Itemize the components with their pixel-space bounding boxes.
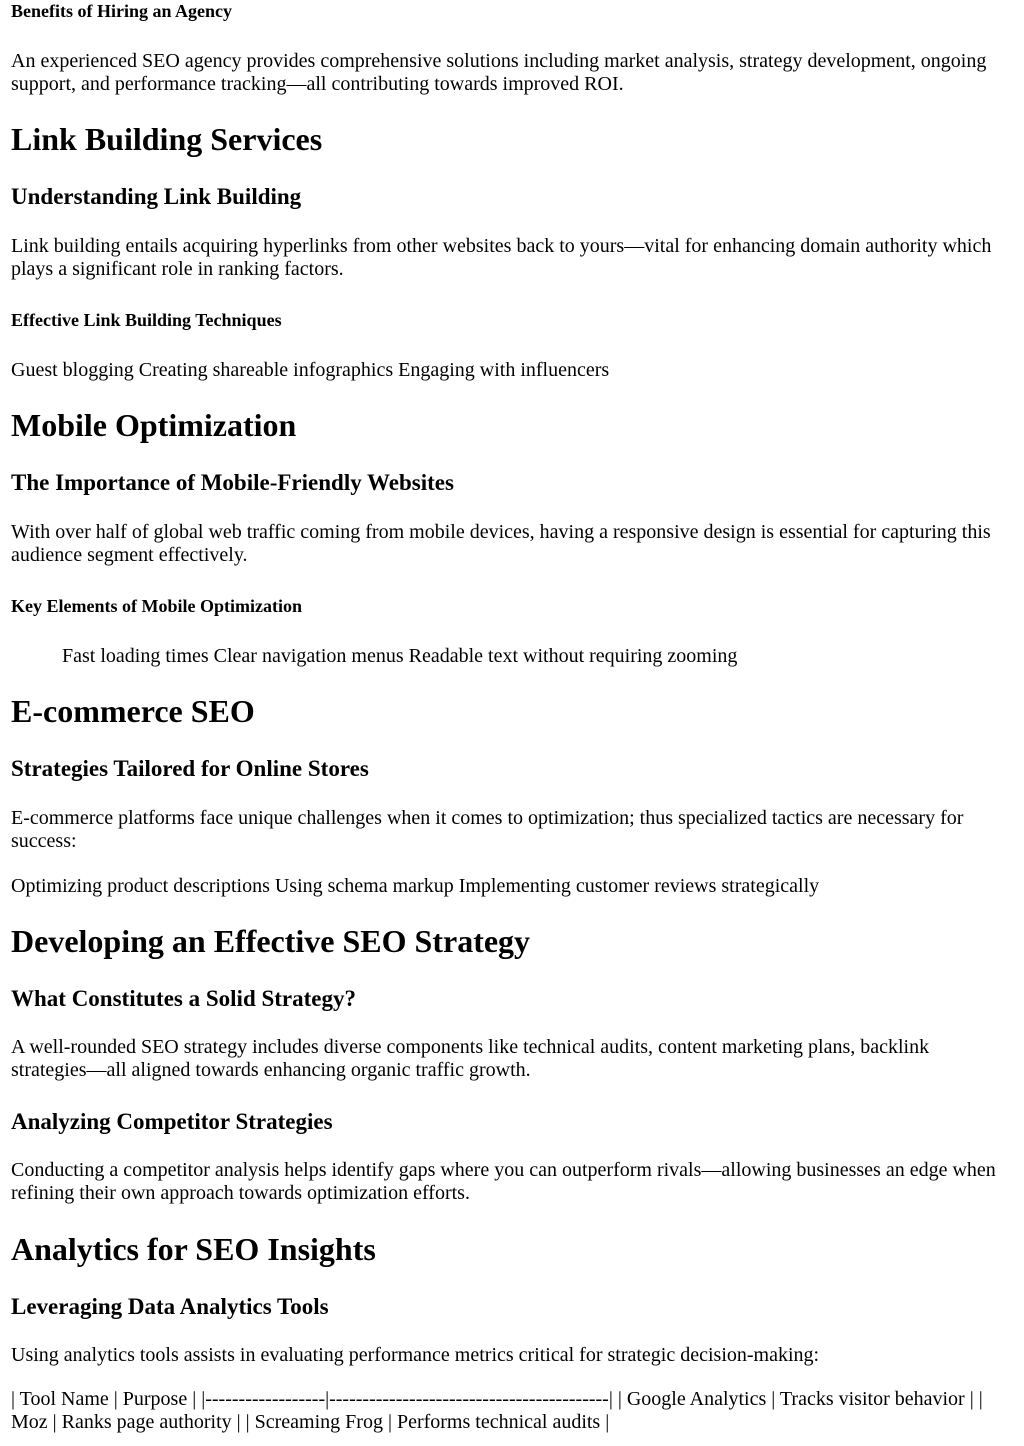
section-heading-ecommerce-seo: E-commerce SEO <box>11 693 255 729</box>
paragraph-ecommerce-challenges: E-commerce platforms face unique challenges when it comes to optimization; thus specialized tactics are necessary for success: <box>11 807 964 852</box>
section-heading-seo-strategy: Developing an Effective SEO Strategy <box>11 923 531 959</box>
paragraph-agency-benefits: An experienced SEO agency provides comprehensive solutions including market analysis, strategy development, ongoing support, and performance tracking—all contributing towards improved ROI. <box>11 50 987 95</box>
subheading-mobile-friendly: The Importance of Mobile-Friendly Websites <box>11 470 454 495</box>
section-heading-link-building: Link Building Services <box>11 121 323 157</box>
paragraph-analytics-tools: Using analytics tools assists in evaluating performance metrics critical for strategic decision-making: <box>11 1344 820 1366</box>
subheading-link-building-techniques: Effective Link Building Techniques <box>11 310 282 330</box>
subheading-data-analytics-tools: Leveraging Data Analytics Tools <box>11 1294 329 1319</box>
paragraph-link-building: Link building entails acquiring hyperlinks from other websites back to yours—vital for enhancing domain authority which plays a significant role in ranking factors. <box>11 235 992 280</box>
paragraph-competitor-analysis: Conducting a competitor analysis helps identify gaps where you can outperform rivals—allowing businesses an edge when refining their own approach towards optimization efforts. <box>11 1159 996 1204</box>
subheading-benefits-of-hiring: Benefits of Hiring an Agency <box>11 1 232 21</box>
subheading-key-elements-mobile: Key Elements of Mobile Optimization <box>11 596 302 616</box>
paragraph-mobile-elements: Fast loading times Clear navigation menus Readable text without requiring zooming <box>62 645 738 667</box>
paragraph-mobile-friendly: With over half of global web traffic coming from mobile devices, having a responsive design is essential for capturing this audience segment effectively. <box>11 521 991 566</box>
paragraph-ecommerce-tactics: Optimizing product descriptions Using schema markup Implementing customer reviews strategically <box>11 875 820 897</box>
paragraph-link-building-techniques: Guest blogging Creating shareable infographics Engaging with influencers <box>11 359 610 381</box>
paragraph-solid-strategy: A well-rounded SEO strategy includes diverse components like technical audits, content marketing plans, backlink strategies—all aligned towards enhancing organic traffic growth. <box>11 1036 930 1081</box>
subheading-solid-strategy: What Constitutes a Solid Strategy? <box>11 986 357 1011</box>
section-heading-mobile-optimization: Mobile Optimization <box>11 407 297 443</box>
section-heading-analytics: Analytics for SEO Insights <box>11 1231 376 1267</box>
subheading-competitor-strategies: Analyzing Competitor Strategies <box>11 1109 333 1134</box>
paragraph-tools-table-text: | Tool Name | Purpose | |------------------|------------------------------------------| | Google Analytics | Tracks visitor behavior | | Moz | Ranks page authority | | Screaming Frog | Performs technical audits | <box>11 1388 983 1433</box>
subheading-online-stores: Strategies Tailored for Online Stores <box>11 756 369 781</box>
subheading-understanding-link-building: Understanding Link Building <box>11 184 302 209</box>
